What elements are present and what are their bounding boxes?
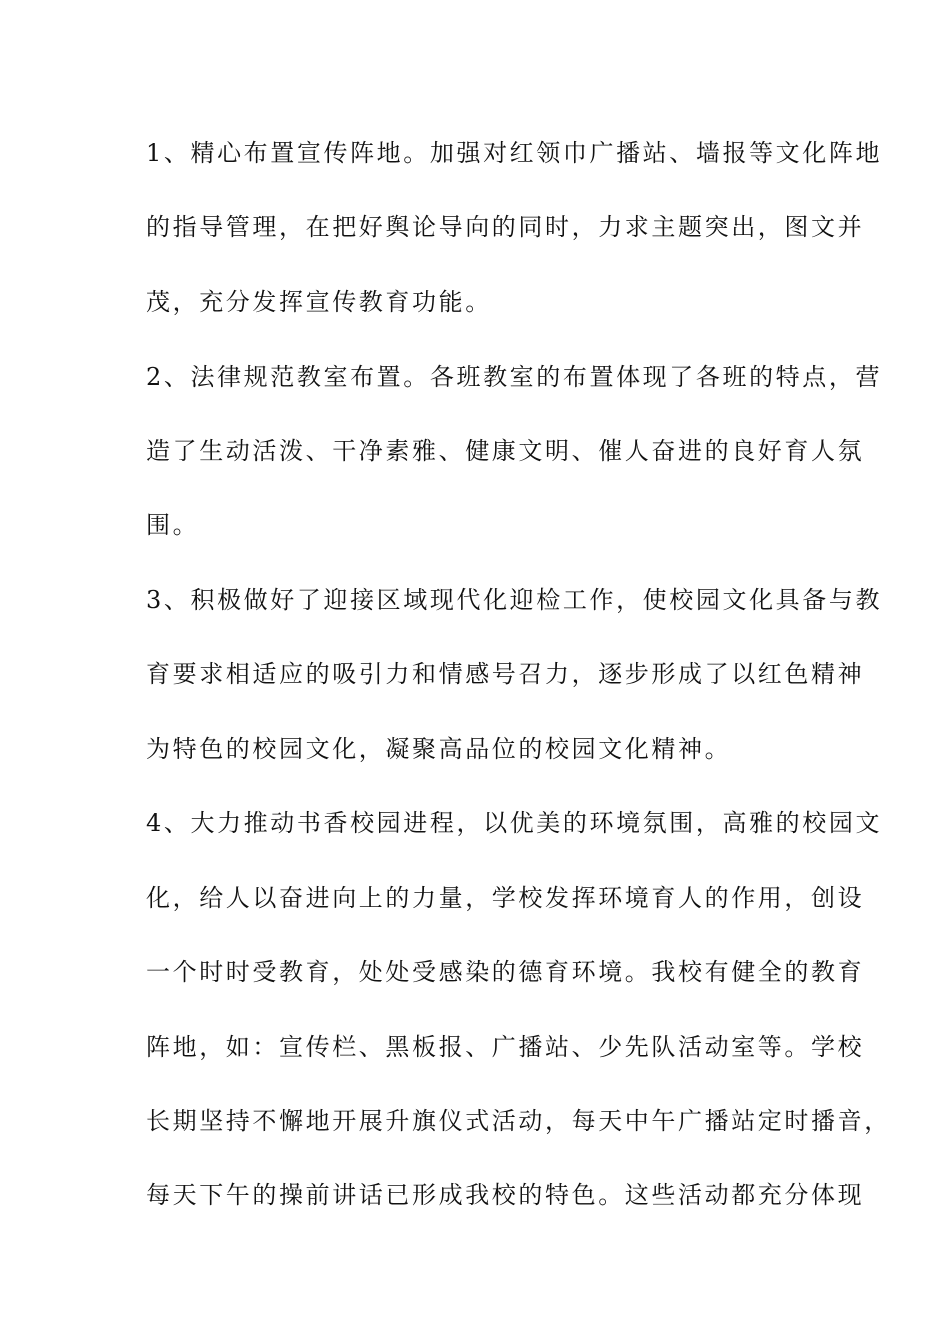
paragraph-2-line-3: 围。 <box>146 511 200 539</box>
paragraph-1-line-3: 茂，充分发挥宣传教育功能。 <box>146 288 492 316</box>
paragraph-3-line-3: 为特色的校园文化，凝聚高品位的校园文化精神。 <box>146 735 732 763</box>
paragraph-4-line-4: 阵地，如：宣传栏、黑板报、广播站、少先队活动室等。学校 <box>146 1033 865 1061</box>
paragraph-1-line-2: 的指导管理，在把好舆论导向的同时，力求主题突出，图文并 <box>146 213 865 241</box>
paragraph-4-line-6: 每天下午的操前讲话已形成我校的特色。这些活动都充分体现 <box>146 1181 865 1209</box>
paragraph-2-line-2: 造了生动活泼、干净素雅、健康文明、催人奋进的良好育人氛 <box>146 437 865 465</box>
paragraph-4-line-2: 化，给人以奋进向上的力量，学校发挥环境育人的作用，创设 <box>146 884 865 912</box>
paragraph-1-line-1: 1、精心布置宣传阵地。加强对红领巾广播站、墙报等文化阵地 <box>146 139 883 167</box>
paragraph-3-line-1: 3、积极做好了迎接区域现代化迎检工作，使校园文化具备与教 <box>146 586 883 614</box>
paragraph-4-line-3: 一个时时受教育，处处受感染的德育环境。我校有健全的教育 <box>146 958 865 986</box>
paragraph-4-line-5: 长期坚持不懈地开展升旗仪式活动，每天中午广播站定时播音， <box>146 1107 891 1135</box>
paragraph-3-line-2: 育要求相适应的吸引力和情感号召力，逐步形成了以红色精神 <box>146 660 865 688</box>
paragraph-2-line-1: 2、法律规范教室布置。各班教室的布置体现了各班的特点，营 <box>146 363 883 391</box>
paragraph-4-line-1: 4、大力推动书香校园进程，以优美的环境氛围，高雅的校园文 <box>146 809 883 837</box>
